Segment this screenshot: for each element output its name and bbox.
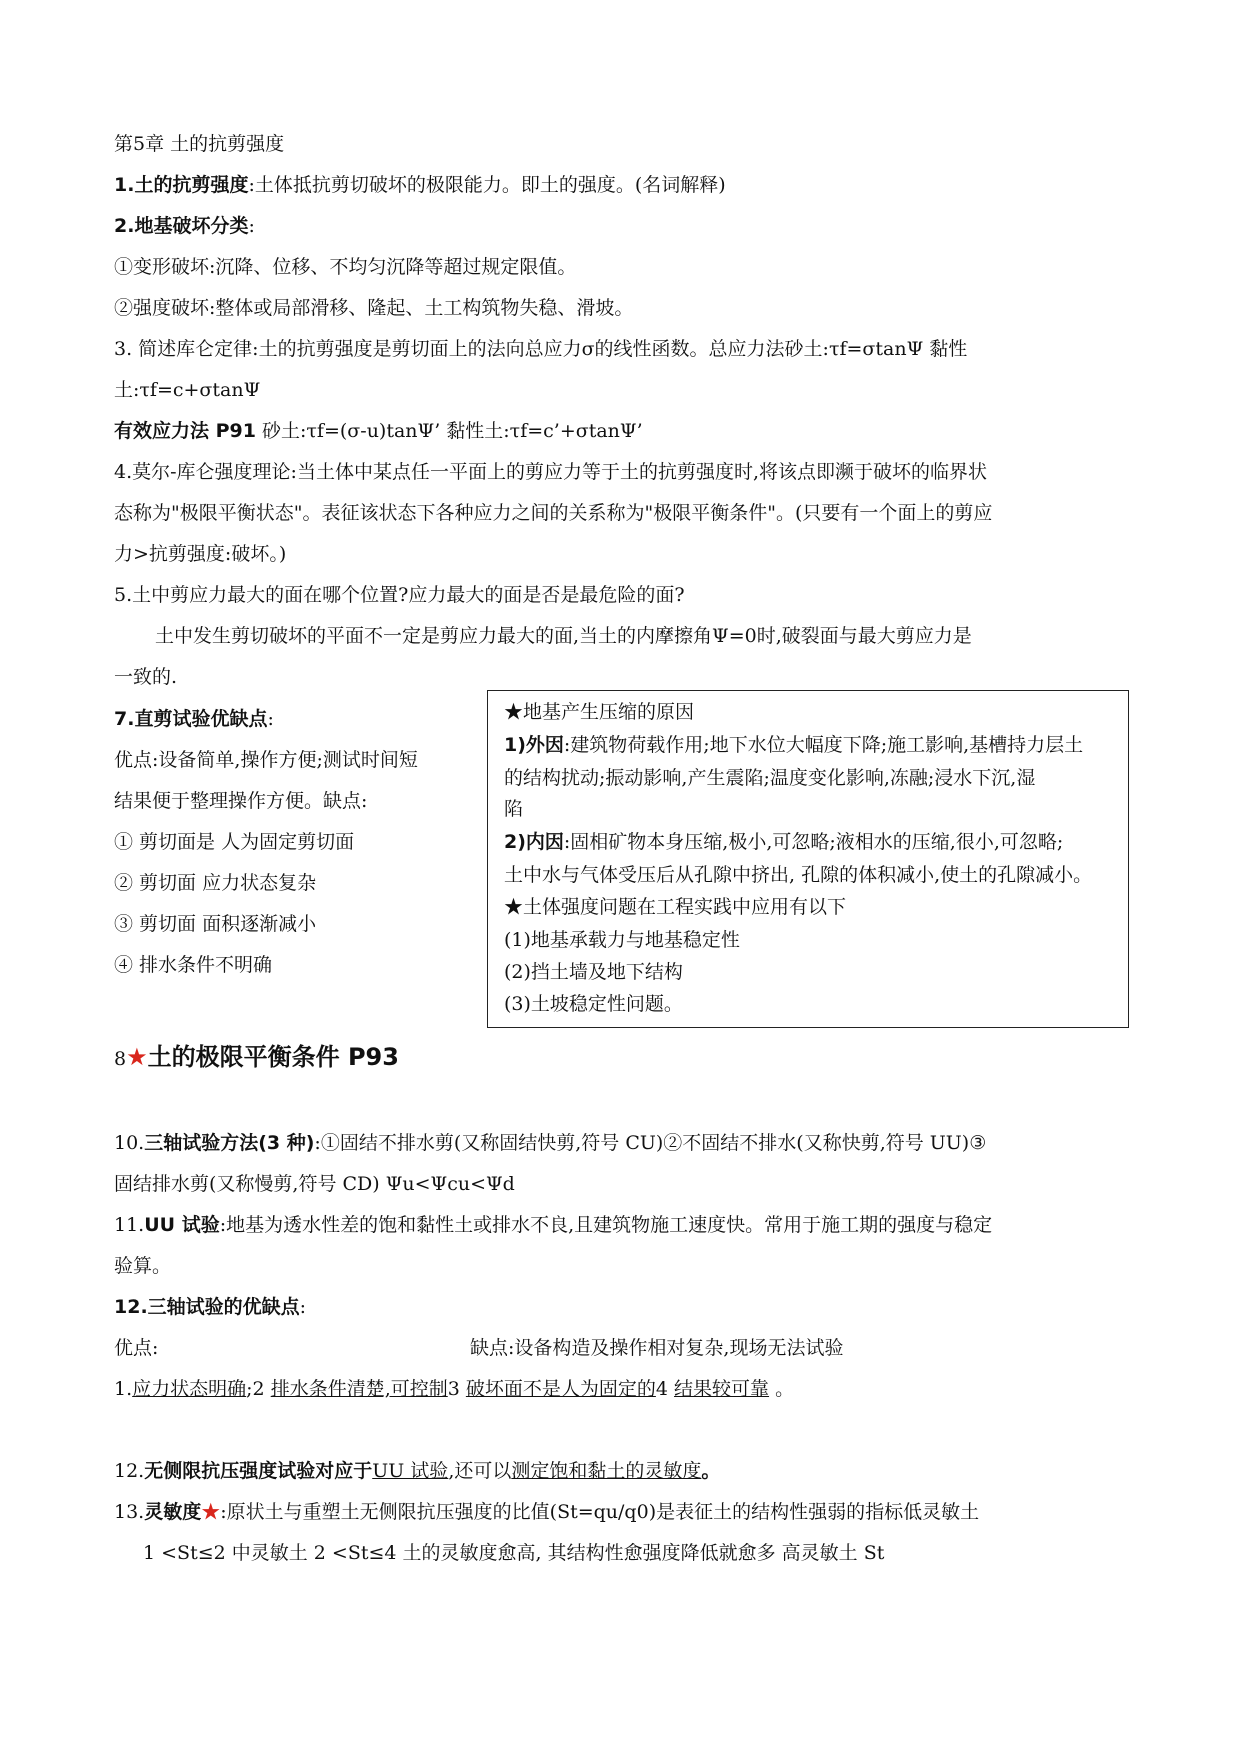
q3-line-1: 3. 简述库仑定律:土的抗剪强度是剪切面上的法向总应力σ的线性函数。总应力法砂土:τf=σtanΨ 黏性: [114, 338, 968, 360]
q11-line-2: 验算。: [114, 1255, 172, 1277]
q12-p1: 1.: [114, 1378, 133, 1400]
q12-adv-2: 排水条件清楚,可控制: [270, 1378, 448, 1400]
q12-adv-3: 破坏面不是人为固定的: [465, 1378, 656, 1400]
box-line-4: 陷: [504, 798, 524, 820]
box-internal-text: :固相矿物本身压缩,极小,可忽略;液相水的压缩,很小,可忽略;: [563, 831, 1064, 853]
box-line-1: ★地基产生压缩的原因: [504, 701, 695, 723]
q10-text: :①固结不排水剪(又称固结快剪,符号 CU)②不固结不排水(又称快剪,符号 UU)③: [314, 1132, 987, 1154]
box-line-2: [504, 732, 1083, 758]
q8-heading: [114, 1040, 399, 1074]
compression-causes-box: [487, 690, 1129, 1028]
q4-line-2: 态称为"极限平衡状态"。表征该状态下各种应力之间的关系称为"极限平衡条件"。(只要有一个面上的剪应: [114, 502, 993, 524]
q7-title: 7.直剪试验优缺点: [114, 708, 268, 730]
box-line-5: [504, 829, 1063, 855]
q7-item-1: ① 剪切面是 人为固定剪切面: [114, 831, 355, 853]
q7-item-2: ② 剪切面 应力状态复杂: [114, 872, 317, 894]
q12-p3: 3: [447, 1378, 466, 1400]
box-line-10: (3)土坡稳定性问题。: [504, 993, 683, 1015]
q10-title: 三轴试验方法(3 种): [144, 1132, 315, 1154]
q11-line-1: [114, 1212, 992, 1238]
star-icon: ★: [126, 1043, 148, 1071]
q12b-line: [114, 1458, 720, 1484]
q7-heading: [114, 706, 274, 732]
q3-eff-title: 有效应力法 P91: [114, 420, 256, 442]
q7-advantages: 优点:设备简单,操作方便;测试时间短: [114, 749, 418, 771]
star-icon: ★: [201, 1501, 221, 1523]
q13-line-1: [114, 1499, 979, 1525]
q1-text: :土体抵抗剪切破坏的极限能力。即土的强度。(名词解释): [248, 174, 726, 196]
q11-title: UU 试验: [144, 1214, 220, 1236]
q3-effective-stress: [114, 418, 643, 444]
q4-line-3: 力>抗剪强度:破坏。): [114, 543, 287, 565]
q12b-end: 。: [701, 1460, 721, 1482]
q12-adv-4: 结果较可靠: [674, 1378, 770, 1400]
q13-number: 13.: [114, 1501, 145, 1523]
q4-line-1: 4.莫尔-库仑强度理论:当土体中某点任一平面上的剪应力等于土的抗剪强度时,将该点即濒于破坏的临界状: [114, 461, 987, 483]
q11-number: 11.: [114, 1214, 145, 1236]
q12-colon: :: [299, 1296, 307, 1318]
q2-item-1: ①变形破坏:沉降、位移、不均匀沉降等超过规定限值。: [114, 256, 577, 278]
q13-text: :原状土与重塑土无侧限抗压强度的比值(St=qu/q0)是表征土的结构性强弱的指标低灵敏土: [220, 1501, 980, 1523]
q7-item-3: ③ 剪切面 面积逐渐减小: [114, 913, 317, 935]
box-internal-label: 2)内因: [504, 831, 564, 853]
chapter-title: 第5章 土的抗剪强度: [114, 133, 285, 155]
q10-line-2: 固结排水剪(又称慢剪,符号 CD) Ψu<Ψcu<Ψd: [114, 1173, 515, 1195]
box-line-3: 的结构扰动;振动影响,产生震陷;温度变化影响,冻融;浸水下沉,湿: [504, 767, 1036, 789]
q12-p4: 4: [655, 1378, 675, 1400]
q8-number: 8: [114, 1048, 127, 1070]
box-external-text: :建筑物荷载作用;地下水位大幅度下降;施工影响,基槽持力层土: [563, 734, 1084, 756]
box-line-8: (1)地基承载力与地基稳定性: [504, 929, 740, 951]
q12b-uu: UU 试验: [372, 1460, 449, 1482]
q13-line-2: 1 <St≤2 中灵敏土 2 <St≤4 土的灵敏度愈高, 其结构性愈强度降低就愈多 高灵敏土 St: [143, 1542, 885, 1564]
q5-question: 5.土中剪应力最大的面在哪个位置?应力最大的面是否是最危险的面?: [114, 584, 685, 606]
q13-title: 灵敏度: [144, 1501, 202, 1523]
q12b-sensitivity: 测定饱和黏土的灵敏度: [511, 1460, 702, 1482]
q12-advantages-list: [114, 1376, 794, 1402]
q2-item-2: ②强度破坏:整体或局部滑移、隆起、土工构筑物失稳、滑坡。: [114, 297, 634, 319]
q2-colon: :: [248, 215, 255, 237]
q12-advantages-label: 优点:: [114, 1337, 159, 1359]
q7-advantages-cont: 结果便于整理操作方便。缺点:: [114, 790, 368, 812]
q7-colon: :: [267, 708, 274, 730]
q12b-number: 12.: [114, 1460, 145, 1482]
q11-text: :地基为透水性差的饱和黏性土或排水不良,且建筑物施工速度快。常用于施工期的强度与稳定: [219, 1214, 993, 1236]
q8-title: 土的极限平衡条件 P93: [147, 1043, 399, 1071]
q7-item-4: ④ 排水条件不明确: [114, 954, 273, 976]
q12-p2: ;2: [246, 1378, 271, 1400]
q10-number: 10.: [114, 1132, 145, 1154]
q3-line-2: 土:τf=c+σtanΨ: [114, 379, 261, 401]
q10-line-1: [114, 1130, 986, 1156]
q12-p5: 。: [769, 1378, 795, 1400]
q12-adv-1: 应力状态明确: [132, 1378, 247, 1400]
q1-line: [114, 172, 726, 198]
q12b-title: 无侧限抗压强度试验对应于: [144, 1460, 373, 1482]
q5-answer-2: 一致的.: [114, 666, 178, 688]
q5-answer-1: 土中发生剪切破坏的平面不一定是剪应力最大的面,当土的内摩擦角Ψ=0时,破裂面与最大剪应力是: [155, 625, 972, 647]
box-line-6: 土中水与气体受压后从孔隙中挤出, 孔隙的体积减小,使土的孔隙减小。: [504, 864, 1093, 886]
q3-eff-text: 砂土:τf=(σ-u)tanΨ’ 黏性土:τf=c’+σtanΨ’: [255, 420, 643, 442]
q1-title: 1.土的抗剪强度: [114, 174, 249, 196]
q2-heading: [114, 213, 255, 239]
box-line-7: ★土体强度问题在工程实践中应用有以下: [504, 896, 847, 918]
q12-heading: [114, 1294, 306, 1320]
q2-title: 2.地基破坏分类: [114, 215, 249, 237]
q12b-mid: ,还可以: [448, 1460, 512, 1482]
box-line-9: (2)挡土墙及地下结构: [504, 961, 683, 983]
box-external-label: 1)外因: [504, 734, 564, 756]
q12-disadvantages: 缺点:设备构造及操作相对复杂,现场无法试验: [470, 1337, 844, 1359]
q12-title: 12.三轴试验的优缺点: [114, 1296, 300, 1318]
